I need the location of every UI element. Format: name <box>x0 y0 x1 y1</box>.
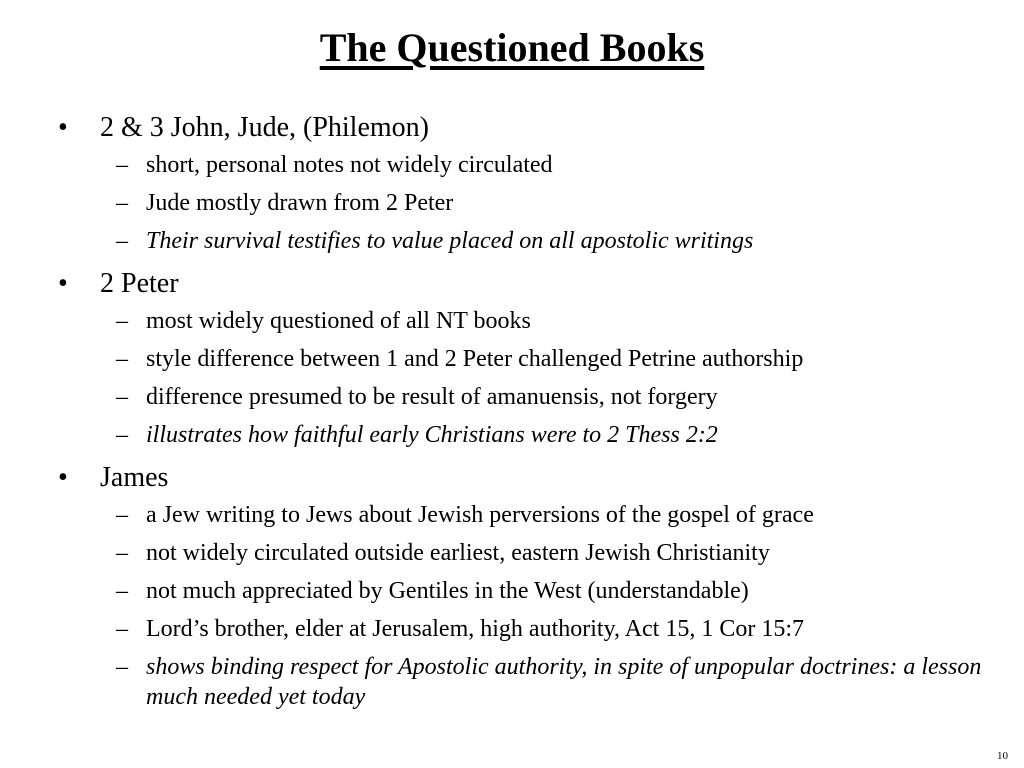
dash-icon: – <box>116 578 128 604</box>
dash-icon: – <box>116 152 128 178</box>
bullet-icon: • <box>58 462 68 493</box>
sub-item <box>58 500 988 530</box>
sub-item-text: Jude mostly drawn from 2 Peter <box>146 190 454 216</box>
bullet-section-2 <box>58 264 988 304</box>
sub-item-text: short, personal notes not widely circulated <box>146 152 553 178</box>
sub-item <box>58 576 988 606</box>
dash-icon: – <box>116 540 128 566</box>
sub-list-section-1 <box>58 150 988 256</box>
sub-item-text: Lord’s brother, elder at Jerusalem, high authority, Act 15, 1 Cor 15:7 <box>146 616 805 642</box>
sub-item <box>58 420 988 450</box>
sub-item-text: a Jew writing to Jews about Jewish perversions of the gospel of grace <box>146 502 814 528</box>
sub-item-text: most widely questioned of all NT books <box>146 308 531 334</box>
dash-icon: – <box>116 308 128 334</box>
sub-item-text: illustrates how faithful early Christians were to 2 Thess 2:2 <box>146 422 718 448</box>
sub-item-text: Their survival testifies to value placed on all apostolic writings <box>146 228 754 254</box>
sub-item <box>58 226 988 256</box>
sub-item <box>58 538 988 568</box>
sub-list-section-3 <box>58 500 988 712</box>
sub-item <box>58 188 988 218</box>
sub-item-text: shows binding respect for Apostolic authority, in spite of unpopular doctrines: a lesson much needed yet today <box>146 654 982 710</box>
bullet-section-1 <box>58 108 988 148</box>
dash-icon: – <box>116 422 128 448</box>
dash-icon: – <box>116 190 128 216</box>
sub-item <box>58 382 988 412</box>
sub-item-text: not widely circulated outside earliest, eastern Jewish Christianity <box>146 540 770 566</box>
dash-icon: – <box>116 384 128 410</box>
sub-item-text: style difference between 1 and 2 Peter challenged Petrine authorship <box>146 346 804 372</box>
sub-item <box>58 652 988 712</box>
slide-content <box>58 108 988 720</box>
page-number: 10 <box>997 750 1008 762</box>
sub-list-section-2 <box>58 306 988 450</box>
dash-icon: – <box>116 654 128 680</box>
sub-item <box>58 344 988 374</box>
slide-title: The Questioned Books <box>319 25 705 70</box>
dash-icon: – <box>116 228 128 254</box>
sub-item <box>58 150 988 180</box>
dash-icon: – <box>116 346 128 372</box>
bullet-heading: James <box>100 462 169 493</box>
bullet-heading: 2 Peter <box>100 268 179 299</box>
bullet-section-3 <box>58 458 988 498</box>
sub-item-text: not much appreciated by Gentiles in the West (understandable) <box>146 578 749 604</box>
dash-icon: – <box>116 502 128 528</box>
bullet-icon: • <box>58 268 68 299</box>
bullet-heading: 2 & 3 John, Jude, (Philemon) <box>100 112 429 143</box>
sub-item <box>58 306 988 336</box>
dash-icon: – <box>116 616 128 642</box>
bullet-icon: • <box>58 112 68 143</box>
sub-item-text: difference presumed to be result of amanuensis, not forgery <box>146 384 718 410</box>
sub-item <box>58 614 988 644</box>
